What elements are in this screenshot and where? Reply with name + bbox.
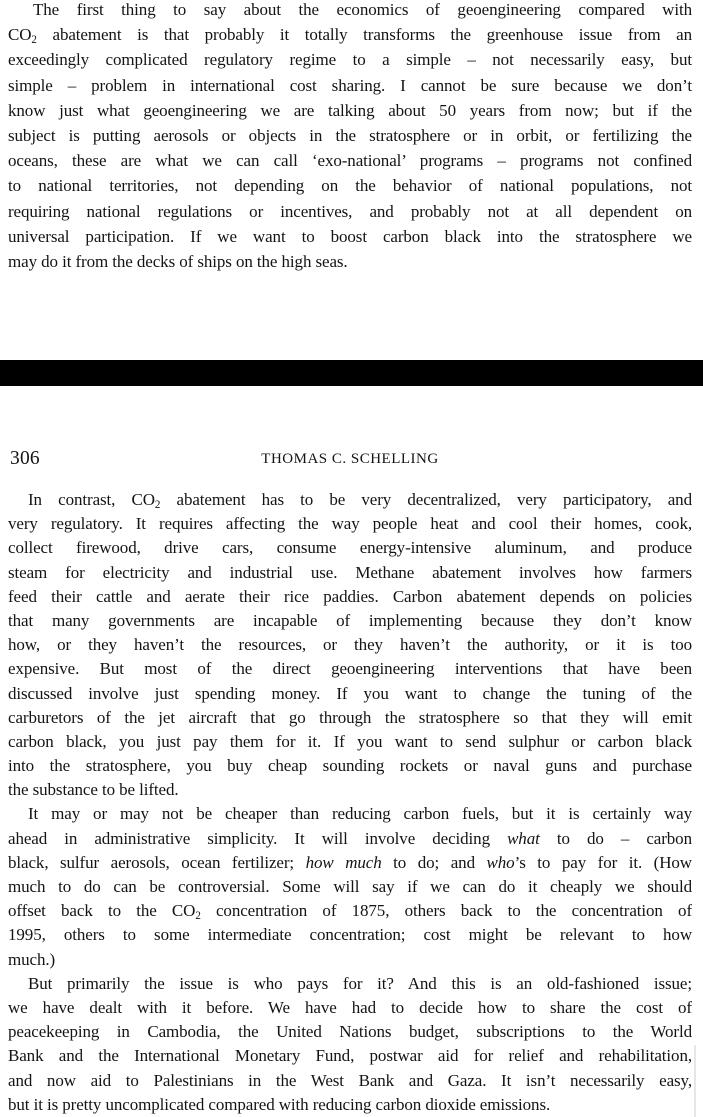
top-text-block [8, 0, 692, 274]
text-line: into the stratosphere, you buy cheap sounding rockets or naval guns and purchase [8, 756, 692, 776]
paragraph [8, 488, 692, 802]
text-line: simple – problem in international cost sharing. I cannot be sure because we don’t [8, 75, 692, 95]
text-line: exceedingly complicated regulatory regime to a simple – not necessarily easy, but [8, 50, 692, 70]
text-line: requiring national regulations or incentives, and probably not at all dependent on [8, 201, 692, 221]
text-line: In contrast, $CO_2$ abatement has to be very decentralized, very participatory, and [28, 490, 692, 511]
text-line: oceans, these are what we can call ‘exo-national’ programs – programs not confined [8, 151, 692, 171]
text-line: expensive. But most of the direct geoengineering interventions that have been [8, 659, 692, 679]
text-line: carbon black, you just pay them for it. If you want to send sulphur or carbon black [8, 731, 692, 751]
running-head-title: THOMAS C. SCHELLING [261, 451, 439, 467]
text-line: much to do can be controversial. Some will say if we can do it cheaply we should [8, 877, 692, 896]
text-line: that many governments are incapable of implementing because they don’t know [8, 610, 692, 630]
text-line: very regulatory. It requires affecting the way people heat and cool their homes, cook, [8, 514, 692, 534]
text-line: how, or they haven’t the resources, or they haven’t the authority, or it is too [8, 635, 692, 655]
text-line: subject is putting aerosols or objects in the stratosphere or in orbit, or fertilizing the [8, 125, 692, 145]
text-line: the substance to be lifted. [8, 780, 179, 800]
text-line: But primarily the issue is who pays for it? And this is an old-fashioned issue; [28, 973, 692, 993]
main-text-block [8, 488, 692, 1117]
text-line: to national territories, not depending on the behavior of national populations, not [8, 176, 692, 196]
text-line: know just what geoengineering we are talking about 50 years from now; but if the [8, 100, 692, 120]
text-line: The first thing to say about the economics of geoengineering compared with [33, 0, 692, 19]
scan-artifact-line [694, 1045, 696, 1117]
text-line: collect firewood, drive cars, consume energy-intensive aluminum, and produce [8, 538, 692, 558]
text-line: and now aid to Palestinians in the West Bank and Gaza. It isn’t necessarily easy, [8, 1070, 692, 1090]
text-line: but it is pretty uncomplicated compared with reducing carbon dioxide emissions. [8, 1094, 551, 1114]
text-line: may do it from the decks of ships on the high seas. [8, 251, 348, 271]
text-line: steam for electricity and industrial use. Methane abatement involves how farmers [8, 562, 692, 582]
text-line: 1995, others to some intermediate concentration; cost might be relevant to how [8, 925, 692, 945]
paragraph [8, 0, 692, 274]
paragraph [8, 802, 692, 971]
text-line: we have dealt with it before. We have had to decide how to share the cost of [8, 997, 692, 1017]
text-line: universal participation. If we want to boost carbon black into the stratosphere we [8, 226, 692, 246]
paragraph [8, 972, 692, 1117]
text-line: offset back to the $CO_2$ concentration of 1875, others back to the concentration of [8, 901, 692, 922]
text-line: ahead in administrative simplicity. It will involve deciding what to do – carbon [8, 828, 692, 848]
text-line: carburetors of the jet aircraft that go through the stratosphere so that they will emit [8, 707, 692, 727]
text-line: discussed involve just spending money. If you want to change the tuning of the [8, 683, 692, 703]
text-line: peacekeeping in Cambodia, the United Nations budget, subscriptions to the World [8, 1022, 692, 1042]
text-line: Bank and the International Monetary Fund, postwar aid for relief and rehabilitation, [8, 1046, 692, 1066]
text-line: $CO_2$ abatement is that probably it totally transforms the greenhouse issue from an [8, 25, 692, 46]
text-line: feed their cattle and aerate their rice paddies. Carbon abatement depends on policies [8, 586, 692, 606]
text-line: It may or may not be cheaper than reducing carbon fuels, but it is certainly way [28, 804, 692, 824]
black-divider-bar [0, 360, 703, 386]
text-line: black, sulfur aerosols, ocean fertilizer; how much to do; and who’s to pay for it. (How [8, 852, 692, 872]
page-number: 306 [10, 448, 40, 469]
text-line: much.) [8, 949, 56, 969]
